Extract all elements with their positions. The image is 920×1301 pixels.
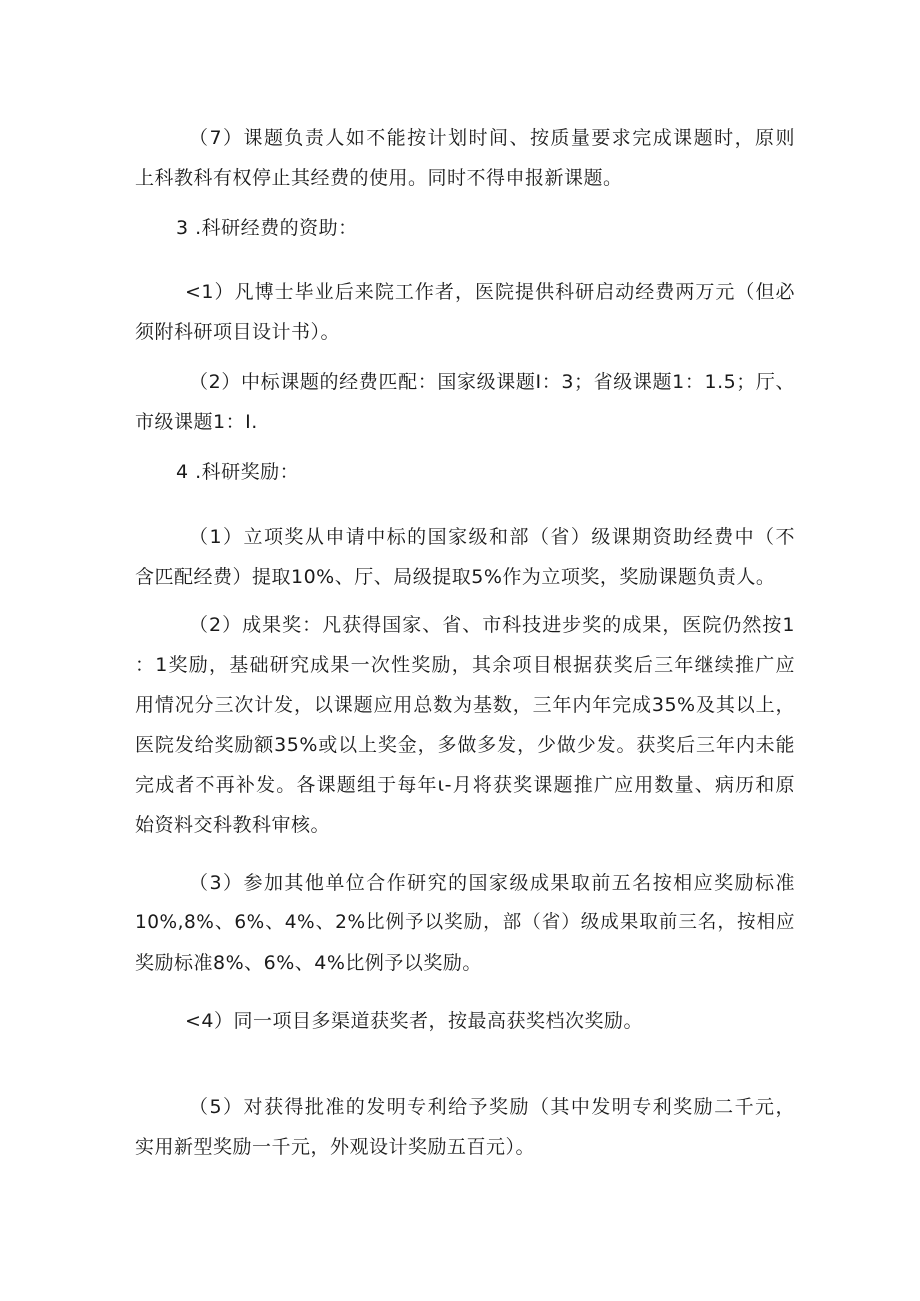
text-line: （2）中标课题的经费匹配：国家级课题I：3；省级课题1：1.5；厅、 (189, 371, 795, 393)
text-line: <1）凡博士毕业后来院工作者，医院提供科研启动经费两万元（但必 (185, 281, 795, 303)
text-line: 完成者不再补发。各课题组于每年ι-月将获奖课题推广应用数量、病历和原 (135, 774, 795, 796)
text-line: （2）成果奖：凡获得国家、省、市科技进步奖的成果，医院仍然按1 (189, 614, 795, 636)
paragraph-3-2 (135, 362, 795, 442)
paragraph-3-1 (135, 272, 795, 352)
text-line: （1）立项奖从申请中标的国家级和部（省）级课期资助经费中（不 (189, 526, 795, 548)
text-line: （5）对获得批准的发明专利给予奖励（其中发明专利奖励二千元， (189, 1096, 795, 1118)
text-line: 含匹配经费）提取10%、厅、局级提取5%作为立项奖，奖励课题负责人。 (135, 566, 776, 588)
heading-text: 4 .科研奖励： (176, 461, 300, 483)
text-line: 用情况分三次计发，以课题应用总数为基数，三年内年完成35%及其以上， (135, 694, 795, 716)
paragraph-4-5 (135, 1087, 795, 1167)
section-heading-4 (176, 452, 299, 492)
text-line: 医院发给奖励额35%或以上奖金，多做多发，少做少发。获奖后三年内未能 (135, 734, 795, 756)
text-line: 上科教科有权停止其经费的使用。同时不得申报新课题。 (135, 167, 623, 189)
text-line: （3）参加其他单位合作研究的国家级成果取前五名按相应奖励标准 (189, 872, 795, 894)
text-line: 奖励标准8%、6%、4%比例予以奖励。 (135, 952, 482, 974)
text-line: 实用新型奖励一千元，外观设计奖励五百元）。 (135, 1136, 536, 1158)
text-line: 始资料交科教科审核。 (135, 814, 331, 836)
paragraph-4-4 (135, 1001, 795, 1041)
text-line: ：1奖励，基础研究成果一次性奖励，其余项目根据获奖后三年继续推广应 (135, 654, 795, 676)
section-heading-3 (176, 208, 358, 248)
paragraph-4-2 (135, 605, 795, 845)
text-line: （7）课题负责人如不能按计划时间、按质量要求完成课题时，原则 (189, 127, 795, 149)
heading-text: 3 .科研经费的资助： (176, 217, 358, 239)
text-line: 10%,8%、6%、4%、2%比例予以奖励，部（省）级成果取前三名，按相应 (135, 912, 795, 933)
paragraph-4-1 (135, 517, 795, 597)
text-line: <4）同一项目多渠道获奖者，按最高获奖档次奖励。 (185, 1010, 644, 1032)
text-line: 市级课题1：I. (135, 411, 258, 433)
paragraph-item-7 (135, 118, 795, 198)
text-line: 须附科研项目设计书）。 (135, 321, 341, 343)
paragraph-4-3 (135, 863, 795, 983)
